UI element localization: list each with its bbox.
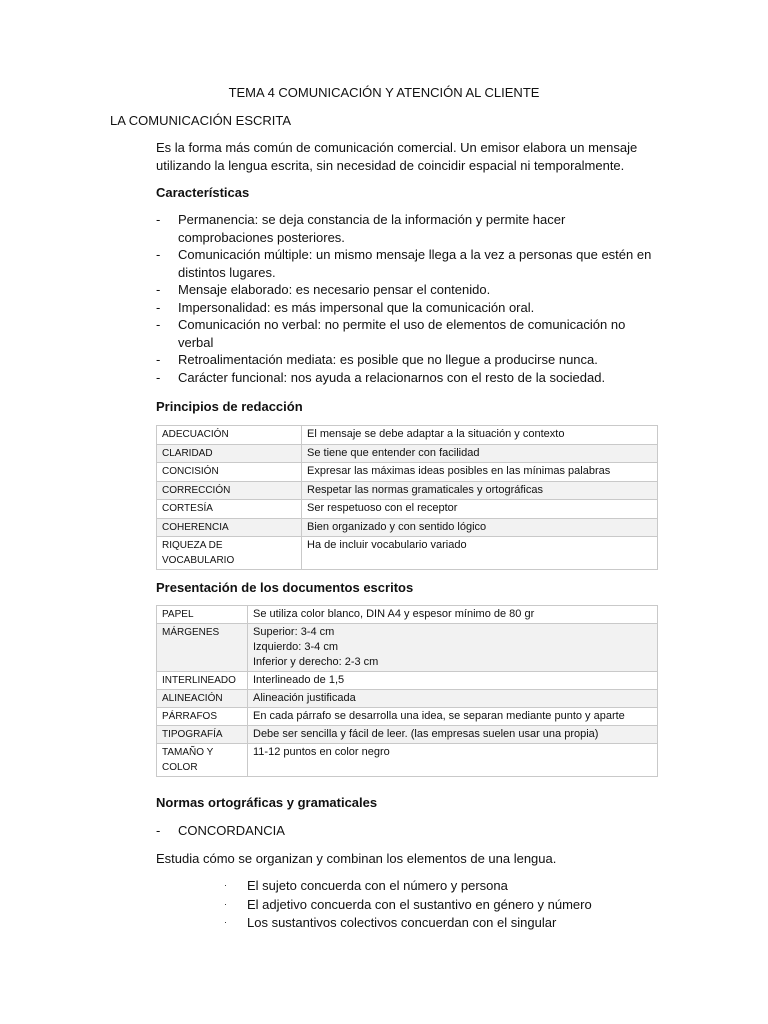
table-row xyxy=(157,672,658,690)
principle-name: CONCISIÓN xyxy=(157,463,302,482)
table-row xyxy=(157,500,658,519)
norms-heading: Normas ortográficas y gramaticales xyxy=(156,795,378,810)
dot-bullet: · xyxy=(224,880,227,890)
dot-bullet: · xyxy=(224,917,227,927)
concordancia-item xyxy=(156,823,285,838)
presentation-description: Alineación justificada xyxy=(248,690,658,708)
table-row xyxy=(157,518,658,537)
presentation-item: INTERLINEADO xyxy=(157,672,248,690)
principle-name: RIQUEZA DE VOCABULARIO xyxy=(157,537,302,570)
table-row xyxy=(157,481,658,500)
presentation-item: PÁRRAFOS xyxy=(157,708,248,726)
list-item: - Impersonalidad: es más impersonal que la comunicación oral. xyxy=(156,299,535,315)
table-row xyxy=(157,537,658,570)
presentation-item: PAPEL xyxy=(157,606,248,624)
principle-description: Bien organizado y con sentido lógico xyxy=(302,518,658,537)
table-row xyxy=(157,690,658,708)
principle-name: CORTESÍA xyxy=(157,500,302,519)
presentation-description: Debe ser sencilla y fácil de leer. (las empresas suelen usar una propia) xyxy=(248,726,658,744)
list-item: · El adjetivo concuerda con el sustantivo en género y número xyxy=(224,896,592,912)
principle-description: Expresar las máximas ideas posibles en las mínimas palabras xyxy=(302,463,658,482)
dash-bullet: - xyxy=(156,212,161,227)
presentation-item: ALINEACIÓN xyxy=(157,690,248,708)
table-row xyxy=(157,606,658,624)
dash-bullet: - xyxy=(156,352,161,367)
dash-bullet: - xyxy=(156,247,161,262)
presentation-description: Se utiliza color blanco, DIN A4 y espesor mínimo de 80 gr xyxy=(248,606,658,624)
list-item: · El sujeto concuerda con el número y persona xyxy=(224,878,508,893)
presentation-description: Interlineado de 1,5 xyxy=(248,672,658,690)
presentation-item: TAMAÑO Y COLOR xyxy=(157,744,248,777)
presentation-item: MÁRGENES xyxy=(157,624,248,672)
principle-name: ADECUACIÓN xyxy=(157,426,302,445)
principle-description: Ser respetuoso con el receptor xyxy=(302,500,658,519)
dash-bullet: - xyxy=(156,317,161,332)
intro-paragraph: Es la forma más común de comunicación comercial. Un emisor elabora un mensaje utilizando la lengua escrita, sin necesidad de coincidir espacial ni temporalmente. xyxy=(156,140,638,173)
principle-name: CLARIDAD xyxy=(157,444,302,463)
table-row xyxy=(157,463,658,482)
principle-name: COHERENCIA xyxy=(157,518,302,537)
list-item: - Comunicación no verbal: no permite el uso de elementos de comunicación no verbal xyxy=(156,317,626,350)
list-item: - Comunicación múltiple: un mismo mensaje llega a la vez a personas que estén en distintos lugares. xyxy=(156,247,652,280)
table-row xyxy=(157,708,658,726)
concordancia-label: CONCORDANCIA xyxy=(178,823,285,838)
presentation-description: Superior: 3-4 cm Izquierdo: 3-4 cm Inferior y derecho: 2-3 cm xyxy=(248,624,658,672)
principle-description: Se tiene que entender con facilidad xyxy=(302,444,658,463)
dot-bullet: · xyxy=(224,898,227,909)
norms-description: Estudia cómo se organizan y combinan los elementos de una lengua. xyxy=(156,851,557,866)
characteristics-list xyxy=(156,211,656,386)
table-row xyxy=(157,444,658,463)
list-item: - Permanencia: se deja constancia de la información y permite hacer comprobaciones posteriores. xyxy=(156,212,566,245)
table-row xyxy=(157,624,658,672)
table-row xyxy=(157,744,658,777)
dash-bullet: - xyxy=(156,282,161,297)
presentation-table xyxy=(156,605,658,777)
list-item: - Carácter funcional: nos ayuda a relacionarnos con el resto de la sociedad. xyxy=(156,369,606,385)
principle-description: Respetar las normas gramaticales y ortográficas xyxy=(302,481,658,500)
presentation-item: TIPOGRAFÍA xyxy=(157,726,248,744)
concordance-rules-list xyxy=(224,877,592,933)
dash-bullet: - xyxy=(156,369,161,385)
list-item: - Retroalimentación mediata: es posible que no llegue a producirse nunca. xyxy=(156,352,598,367)
characteristics-heading: Características xyxy=(156,185,250,200)
list-item: · Los sustantivos colectivos concuerdan con el singular xyxy=(224,915,557,930)
list-item: - Mensaje elaborado: es necesario pensar el contenido. xyxy=(156,282,491,297)
dash-bullet: - xyxy=(156,823,161,838)
dash-bullet: - xyxy=(156,299,161,315)
principle-description: Ha de incluir vocabulario variado xyxy=(302,537,658,570)
table-row xyxy=(157,426,658,445)
presentation-heading: Presentación de los documentos escritos xyxy=(156,580,414,595)
document-title: TEMA 4 COMUNICACIÓN Y ATENCIÓN AL CLIENTE xyxy=(228,85,540,100)
presentation-description: En cada párrafo se desarrolla una idea, se separan mediante punto y aparte xyxy=(248,708,658,726)
principles-heading: Principios de redacción xyxy=(156,399,303,414)
principle-name: CORRECCIÓN xyxy=(157,481,302,500)
table-row xyxy=(157,726,658,744)
presentation-description: 11-12 puntos en color negro xyxy=(248,744,658,777)
section-title: LA COMUNICACIÓN ESCRITA xyxy=(110,113,292,128)
principle-description: El mensaje se debe adaptar a la situación y contexto xyxy=(302,426,658,445)
principles-table xyxy=(156,425,658,570)
